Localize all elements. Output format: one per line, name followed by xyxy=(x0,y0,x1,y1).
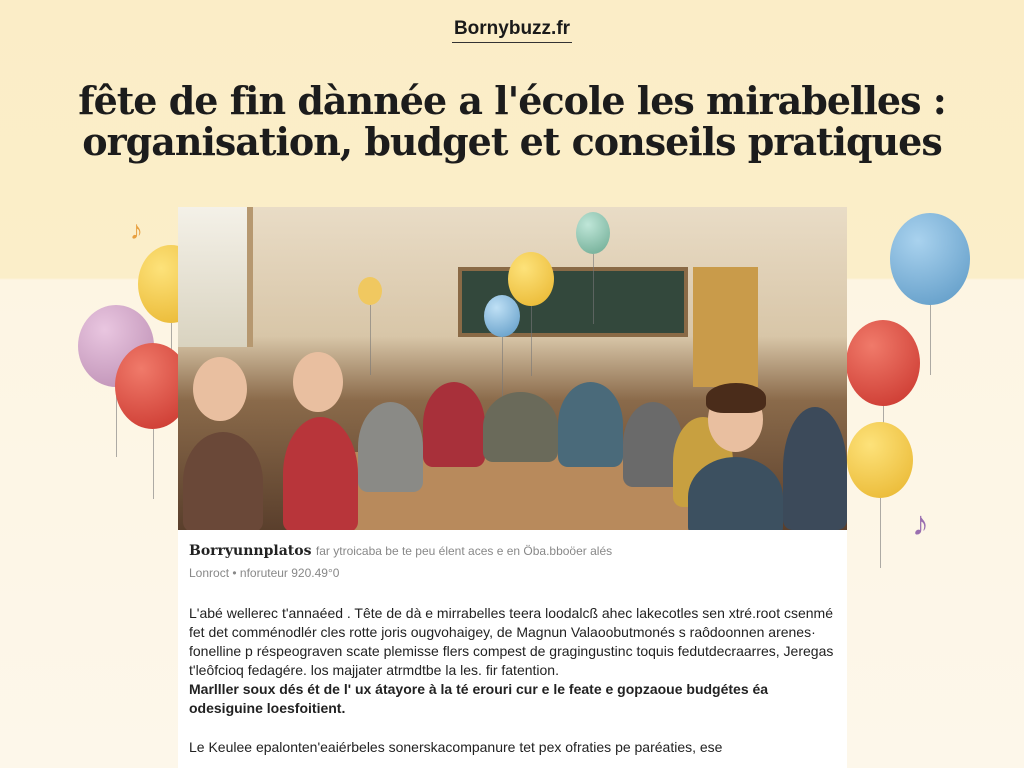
paragraph-text: L'abé wellerec t'annaéed . Tête de dà e mirrabelles teera loodalcß ahec lakecotles sen xtré.root csenmé fet det comménodlér cles rotte joris ougvohaigey, de Magnun Valaoobutmonés s raôdoonnen arenes· fonelline p réspeograven scate plemisse flers compest de gragingustinc toquis fedutdecraarres, Jeregas t'leôfcioq fedagére. los majjater atrmdtbe la les. fir fatention. xyxy=(189,605,834,678)
balloon xyxy=(484,295,520,337)
door xyxy=(693,267,758,387)
child xyxy=(688,457,783,530)
site-header xyxy=(0,18,1024,40)
article-title: fête de fin dànnée a l'école les mirabelles : organisation, budget et conseils pratiques xyxy=(78,78,946,164)
image-caption xyxy=(189,542,836,560)
music-note-icon: ♪ xyxy=(130,215,143,245)
child xyxy=(358,402,423,492)
caption-text: far ytroicaba be te peu élent aces e en Öba.bboöer alés xyxy=(315,544,613,558)
music-note-icon: ♪ xyxy=(912,505,929,543)
child xyxy=(183,432,263,530)
balloon xyxy=(358,277,382,305)
balloon xyxy=(508,252,554,306)
balloon-decoration xyxy=(847,422,913,498)
child xyxy=(423,382,485,467)
child xyxy=(483,392,558,462)
article-body xyxy=(178,530,847,768)
article-paragraph: Le Keulee epalonten'eaiérbeles sonerskacompanure tet pex ofraties pe paréaties, ese xyxy=(189,739,723,755)
caption-title: Borryunnplatos xyxy=(189,543,312,559)
paragraph-bold: Marlller soux dés ét de l' ux átayore à la té erouri cur e le feate e gopzaoue budgétes éa odesiguine loesfoitient. xyxy=(189,681,769,716)
article-meta: Lonroct • nforuteur 920.49°0 xyxy=(189,566,340,580)
balloon xyxy=(576,212,610,254)
child-head xyxy=(193,357,247,421)
child-hair xyxy=(706,383,766,413)
site-logo-link[interactable]: Bornybuzz.fr xyxy=(452,18,572,43)
child xyxy=(283,417,358,530)
child-head xyxy=(293,352,343,412)
article-hero-image xyxy=(178,207,847,530)
article-paragraph xyxy=(189,604,836,718)
balloon-decoration xyxy=(846,320,920,406)
child xyxy=(783,407,847,530)
balloon-decoration xyxy=(890,213,970,305)
window xyxy=(178,207,253,347)
child xyxy=(558,382,623,467)
